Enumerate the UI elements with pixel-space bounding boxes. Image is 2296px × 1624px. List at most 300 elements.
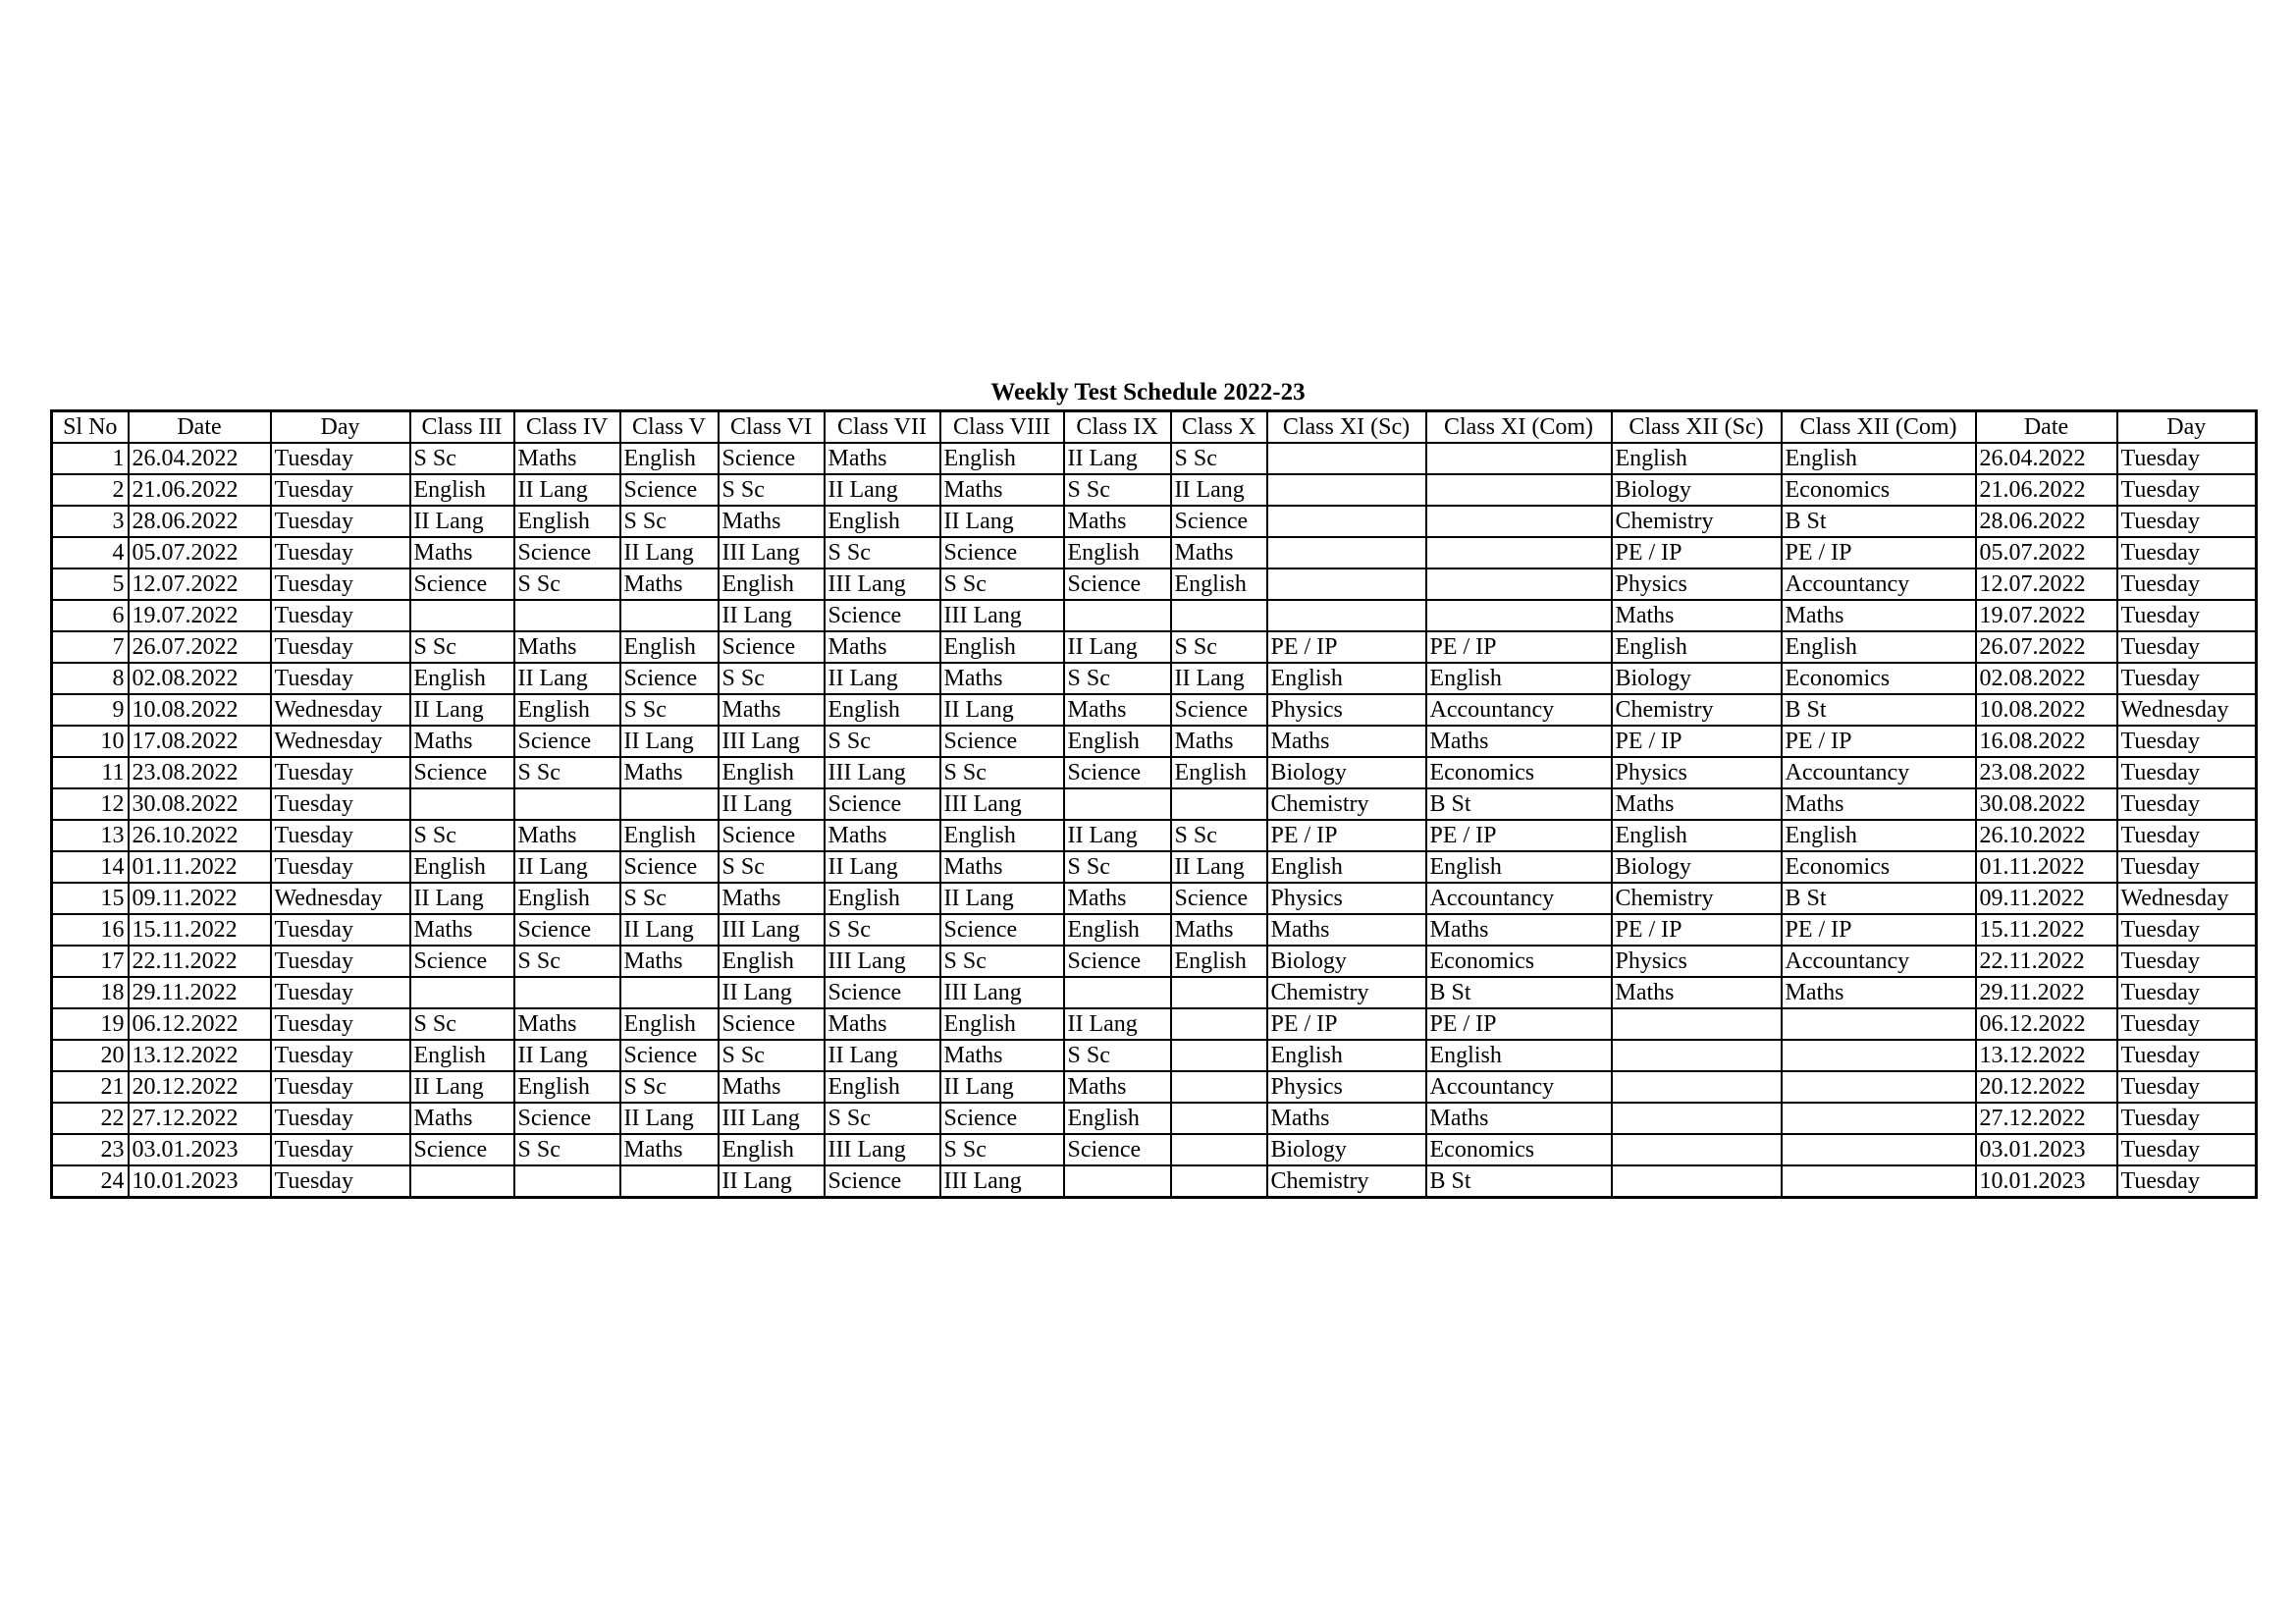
- table-cell: Tuesday: [271, 820, 410, 851]
- table-cell: Science: [1171, 694, 1267, 726]
- table-cell: [1267, 568, 1426, 600]
- table-cell: Tuesday: [271, 1008, 410, 1040]
- table-cell: Maths: [514, 1008, 620, 1040]
- table-cell: 28.06.2022: [1976, 506, 2117, 537]
- table-cell: Maths: [410, 1103, 514, 1134]
- table-cell: Biology: [1267, 946, 1426, 977]
- table-row: [52, 537, 2257, 568]
- table-cell: [410, 1165, 514, 1198]
- table-cell: 03.01.2023: [129, 1134, 271, 1165]
- table-cell: English: [1782, 631, 1976, 663]
- table-cell: II Lang: [1171, 663, 1267, 694]
- table-row: [52, 1071, 2257, 1103]
- table-cell: Chemistry: [1612, 506, 1782, 537]
- table-cell: Maths: [940, 1040, 1064, 1071]
- table-cell: [1171, 1040, 1267, 1071]
- table-cell: [1426, 506, 1612, 537]
- table-cell: [1782, 1103, 1976, 1134]
- table-cell: Tuesday: [271, 977, 410, 1008]
- table-cell: 02.08.2022: [129, 663, 271, 694]
- table-cell: Tuesday: [2117, 977, 2257, 1008]
- table-cell: English: [410, 474, 514, 506]
- table-cell: Science: [940, 537, 1064, 568]
- table-cell: III Lang: [825, 757, 940, 788]
- column-header: Class XII (Com): [1782, 411, 1976, 444]
- table-cell: English: [620, 1008, 719, 1040]
- table-cell: Science: [514, 1103, 620, 1134]
- table-cell: S Sc: [825, 1103, 940, 1134]
- table-cell: 26.04.2022: [1976, 443, 2117, 474]
- table-cell: English: [1171, 757, 1267, 788]
- table-cell: 15.11.2022: [129, 914, 271, 946]
- table-cell: S Sc: [940, 946, 1064, 977]
- table-cell: English: [514, 1071, 620, 1103]
- table-cell: PE / IP: [1782, 726, 1976, 757]
- column-header: Class XI (Com): [1426, 411, 1612, 444]
- table-cell: [1171, 1071, 1267, 1103]
- table-cell: Science: [410, 1134, 514, 1165]
- table-cell: Science: [1171, 883, 1267, 914]
- table-cell: S Sc: [825, 537, 940, 568]
- table-cell: S Sc: [620, 1071, 719, 1103]
- table-cell: Maths: [1267, 914, 1426, 946]
- table-cell: Maths: [1782, 977, 1976, 1008]
- table-cell: II Lang: [410, 883, 514, 914]
- table-cell: English: [1267, 1040, 1426, 1071]
- table-cell: Maths: [1426, 914, 1612, 946]
- table-cell: Maths: [825, 443, 940, 474]
- table-cell: [514, 977, 620, 1008]
- table-cell: Tuesday: [271, 946, 410, 977]
- table-cell: 02.08.2022: [1976, 663, 2117, 694]
- table-row: [52, 914, 2257, 946]
- table-cell: [1171, 1165, 1267, 1198]
- table-cell: English: [940, 1008, 1064, 1040]
- table-cell: III Lang: [719, 537, 825, 568]
- table-cell: Tuesday: [2117, 568, 2257, 600]
- table-row: [52, 506, 2257, 537]
- table-cell: Accountancy: [1782, 757, 1976, 788]
- table-cell: [620, 977, 719, 1008]
- table-cell: II Lang: [719, 977, 825, 1008]
- table-cell: Maths: [1782, 788, 1976, 820]
- serial-number-cell: 19: [52, 1008, 129, 1040]
- table-cell: S Sc: [940, 757, 1064, 788]
- table-cell: Biology: [1612, 474, 1782, 506]
- table-cell: English: [1171, 946, 1267, 977]
- table-cell: II Lang: [940, 506, 1064, 537]
- table-cell: II Lang: [1171, 851, 1267, 883]
- table-cell: Tuesday: [271, 631, 410, 663]
- table-cell: [1171, 788, 1267, 820]
- table-cell: Tuesday: [271, 1103, 410, 1134]
- table-cell: Science: [825, 977, 940, 1008]
- table-cell: Tuesday: [2117, 1165, 2257, 1198]
- serial-number-cell: 3: [52, 506, 129, 537]
- table-cell: Tuesday: [2117, 788, 2257, 820]
- table-cell: Wednesday: [2117, 883, 2257, 914]
- table-cell: 26.07.2022: [1976, 631, 2117, 663]
- table-cell: Maths: [620, 757, 719, 788]
- table-cell: [1426, 474, 1612, 506]
- table-cell: Tuesday: [2117, 443, 2257, 474]
- table-cell: Chemistry: [1612, 883, 1782, 914]
- table-cell: Science: [825, 600, 940, 631]
- table-cell: English: [1267, 851, 1426, 883]
- table-cell: English: [1782, 820, 1976, 851]
- serial-number-cell: 10: [52, 726, 129, 757]
- table-cell: Tuesday: [2117, 726, 2257, 757]
- table-cell: Maths: [940, 663, 1064, 694]
- serial-number-cell: 16: [52, 914, 129, 946]
- table-cell: 19.07.2022: [129, 600, 271, 631]
- column-header: Date: [1976, 411, 2117, 444]
- table-cell: Tuesday: [271, 914, 410, 946]
- table-cell: S Sc: [410, 443, 514, 474]
- page-title: Weekly Test Schedule 2022-23: [990, 379, 1306, 406]
- serial-number-cell: 8: [52, 663, 129, 694]
- table-cell: 21.06.2022: [1976, 474, 2117, 506]
- table-cell: II Lang: [620, 726, 719, 757]
- table-cell: S Sc: [825, 914, 940, 946]
- table-cell: English: [1612, 631, 1782, 663]
- table-cell: II Lang: [1064, 631, 1171, 663]
- table-cell: S Sc: [719, 851, 825, 883]
- table-cell: [1782, 1134, 1976, 1165]
- serial-number-cell: 2: [52, 474, 129, 506]
- table-cell: Economics: [1426, 757, 1612, 788]
- table-cell: [1782, 1008, 1976, 1040]
- table-cell: Science: [514, 726, 620, 757]
- table-cell: English: [1267, 663, 1426, 694]
- table-cell: II Lang: [825, 851, 940, 883]
- table-cell: 19.07.2022: [1976, 600, 2117, 631]
- table-cell: Wednesday: [271, 726, 410, 757]
- table-cell: Maths: [1064, 883, 1171, 914]
- table-cell: English: [940, 631, 1064, 663]
- column-header: Class IV: [514, 411, 620, 444]
- table-row: [52, 694, 2257, 726]
- table-cell: 29.11.2022: [129, 977, 271, 1008]
- table-cell: Science: [620, 663, 719, 694]
- table-cell: Science: [1064, 1134, 1171, 1165]
- table-cell: [1171, 977, 1267, 1008]
- table-cell: Tuesday: [271, 600, 410, 631]
- table-cell: English: [514, 883, 620, 914]
- table-cell: 12.07.2022: [129, 568, 271, 600]
- table-cell: Maths: [1426, 1103, 1612, 1134]
- table-cell: English: [620, 631, 719, 663]
- table-cell: [620, 788, 719, 820]
- serial-number-cell: 20: [52, 1040, 129, 1071]
- table-body: [52, 443, 2257, 1198]
- table-cell: II Lang: [514, 663, 620, 694]
- table-cell: Maths: [1612, 600, 1782, 631]
- table-row: [52, 1040, 2257, 1071]
- table-cell: III Lang: [940, 1165, 1064, 1198]
- table-cell: II Lang: [410, 506, 514, 537]
- table-cell: [1612, 1071, 1782, 1103]
- table-cell: [1426, 537, 1612, 568]
- table-cell: English: [1426, 663, 1612, 694]
- table-cell: Accountancy: [1782, 946, 1976, 977]
- table-cell: Science: [719, 443, 825, 474]
- table-cell: Science: [410, 946, 514, 977]
- table-cell: II Lang: [514, 474, 620, 506]
- table-cell: S Sc: [1171, 820, 1267, 851]
- table-cell: Maths: [410, 914, 514, 946]
- table-cell: [1171, 1103, 1267, 1134]
- table-cell: [410, 600, 514, 631]
- table-cell: 05.07.2022: [129, 537, 271, 568]
- table-cell: B St: [1426, 1165, 1612, 1198]
- table-cell: Wednesday: [271, 694, 410, 726]
- table-cell: PE / IP: [1612, 914, 1782, 946]
- table-cell: S Sc: [1171, 631, 1267, 663]
- table-cell: 26.10.2022: [129, 820, 271, 851]
- column-header: Class X: [1171, 411, 1267, 444]
- table-cell: [1267, 474, 1426, 506]
- table-row: [52, 1103, 2257, 1134]
- table-cell: English: [940, 820, 1064, 851]
- table-cell: S Sc: [514, 568, 620, 600]
- table-row: [52, 474, 2257, 506]
- table-cell: 15.11.2022: [1976, 914, 2117, 946]
- table-cell: S Sc: [514, 946, 620, 977]
- table-cell: Science: [719, 820, 825, 851]
- table-cell: Biology: [1267, 1134, 1426, 1165]
- table-cell: Science: [940, 1103, 1064, 1134]
- table-cell: Tuesday: [2117, 820, 2257, 851]
- table-cell: 10.08.2022: [129, 694, 271, 726]
- table-cell: English: [825, 506, 940, 537]
- schedule-table: [50, 409, 2258, 1199]
- table-cell: Tuesday: [2117, 757, 2257, 788]
- table-cell: Science: [825, 1165, 940, 1198]
- table-cell: 01.11.2022: [129, 851, 271, 883]
- table-cell: II Lang: [1064, 443, 1171, 474]
- table-cell: Physics: [1612, 946, 1782, 977]
- serial-number-cell: 5: [52, 568, 129, 600]
- table-cell: Maths: [825, 1008, 940, 1040]
- table-cell: Science: [410, 568, 514, 600]
- table-cell: English: [514, 506, 620, 537]
- table-cell: English: [1782, 443, 1976, 474]
- table-cell: III Lang: [940, 788, 1064, 820]
- table-cell: Tuesday: [271, 1071, 410, 1103]
- table-row: [52, 663, 2257, 694]
- table-cell: Physics: [1267, 694, 1426, 726]
- table-cell: Science: [719, 631, 825, 663]
- table-cell: [1171, 1134, 1267, 1165]
- table-cell: [620, 600, 719, 631]
- table-cell: B St: [1426, 788, 1612, 820]
- table-cell: [1612, 1040, 1782, 1071]
- table-cell: Maths: [620, 1134, 719, 1165]
- table-cell: S Sc: [719, 663, 825, 694]
- table-cell: Physics: [1612, 568, 1782, 600]
- table-cell: B St: [1782, 694, 1976, 726]
- table-cell: Tuesday: [2117, 851, 2257, 883]
- table-cell: [1782, 1165, 1976, 1198]
- column-header: Class XII (Sc): [1612, 411, 1782, 444]
- table-cell: English: [1064, 914, 1171, 946]
- table-cell: Maths: [410, 726, 514, 757]
- table-cell: Science: [620, 851, 719, 883]
- table-cell: II Lang: [1064, 820, 1171, 851]
- table-cell: Tuesday: [2117, 631, 2257, 663]
- table-cell: III Lang: [825, 568, 940, 600]
- serial-number-cell: 12: [52, 788, 129, 820]
- table-cell: Tuesday: [271, 788, 410, 820]
- table-cell: [1267, 600, 1426, 631]
- table-cell: II Lang: [940, 883, 1064, 914]
- table-cell: PE / IP: [1426, 1008, 1612, 1040]
- table-cell: [1171, 600, 1267, 631]
- column-header: Day: [2117, 411, 2257, 444]
- table-cell: S Sc: [410, 631, 514, 663]
- table-cell: III Lang: [825, 1134, 940, 1165]
- table-cell: Economics: [1782, 663, 1976, 694]
- table-row: [52, 600, 2257, 631]
- table-cell: Science: [1064, 946, 1171, 977]
- table-cell: 30.08.2022: [1976, 788, 2117, 820]
- table-cell: Chemistry: [1267, 977, 1426, 1008]
- table-cell: 13.12.2022: [1976, 1040, 2117, 1071]
- table-cell: Chemistry: [1267, 788, 1426, 820]
- table-cell: Tuesday: [271, 568, 410, 600]
- table-cell: S Sc: [1064, 663, 1171, 694]
- table-cell: Tuesday: [271, 1040, 410, 1071]
- table-cell: Maths: [719, 506, 825, 537]
- table-cell: Maths: [1064, 506, 1171, 537]
- table-cell: English: [825, 694, 940, 726]
- table-cell: Maths: [1426, 726, 1612, 757]
- column-header: Sl No: [52, 411, 129, 444]
- table-cell: S Sc: [940, 1134, 1064, 1165]
- table-cell: 20.12.2022: [129, 1071, 271, 1103]
- table-cell: Tuesday: [271, 443, 410, 474]
- table-cell: S Sc: [620, 883, 719, 914]
- serial-number-cell: 6: [52, 600, 129, 631]
- table-cell: S Sc: [410, 820, 514, 851]
- table-cell: Maths: [1064, 694, 1171, 726]
- table-cell: Biology: [1612, 851, 1782, 883]
- table-cell: S Sc: [410, 1008, 514, 1040]
- table-cell: English: [825, 883, 940, 914]
- table-cell: [1426, 600, 1612, 631]
- table-cell: 28.06.2022: [129, 506, 271, 537]
- table-cell: II Lang: [1064, 1008, 1171, 1040]
- table-cell: [1064, 1165, 1171, 1198]
- table-cell: III Lang: [719, 1103, 825, 1134]
- table-cell: II Lang: [620, 1103, 719, 1134]
- table-cell: Science: [514, 537, 620, 568]
- table-cell: English: [1064, 537, 1171, 568]
- table-cell: Accountancy: [1426, 883, 1612, 914]
- table-cell: English: [1426, 1040, 1612, 1071]
- table-cell: Maths: [719, 694, 825, 726]
- table-cell: Maths: [514, 443, 620, 474]
- table-cell: Maths: [1171, 537, 1267, 568]
- table-cell: Tuesday: [2117, 1103, 2257, 1134]
- table-cell: PE / IP: [1267, 1008, 1426, 1040]
- table-cell: 10.01.2023: [129, 1165, 271, 1198]
- table-cell: English: [1426, 851, 1612, 883]
- table-cell: Tuesday: [2117, 1071, 2257, 1103]
- table-cell: 29.11.2022: [1976, 977, 2117, 1008]
- table-cell: Maths: [1267, 726, 1426, 757]
- table-cell: Tuesday: [2117, 600, 2257, 631]
- table-cell: Science: [940, 914, 1064, 946]
- serial-number-cell: 18: [52, 977, 129, 1008]
- table-cell: [1267, 537, 1426, 568]
- table-cell: Science: [620, 1040, 719, 1071]
- table-cell: II Lang: [825, 474, 940, 506]
- column-header: Class III: [410, 411, 514, 444]
- table-cell: Science: [620, 474, 719, 506]
- table-cell: II Lang: [410, 694, 514, 726]
- table-cell: [1426, 568, 1612, 600]
- table-cell: English: [514, 694, 620, 726]
- table-cell: 22.11.2022: [129, 946, 271, 977]
- header-row: [52, 411, 2257, 444]
- table-row: [52, 946, 2257, 977]
- table-cell: Science: [410, 757, 514, 788]
- table-cell: Tuesday: [271, 537, 410, 568]
- table-cell: II Lang: [514, 851, 620, 883]
- table-cell: Economics: [1426, 1134, 1612, 1165]
- table-cell: 17.08.2022: [129, 726, 271, 757]
- table-cell: Tuesday: [2117, 946, 2257, 977]
- table-cell: 01.11.2022: [1976, 851, 2117, 883]
- table-cell: PE / IP: [1426, 631, 1612, 663]
- table-cell: Tuesday: [271, 506, 410, 537]
- table-row: [52, 1134, 2257, 1165]
- table-cell: 16.08.2022: [1976, 726, 2117, 757]
- table-cell: S Sc: [620, 506, 719, 537]
- table-cell: Chemistry: [1267, 1165, 1426, 1198]
- serial-number-cell: 22: [52, 1103, 129, 1134]
- table-row: [52, 851, 2257, 883]
- table-cell: III Lang: [825, 946, 940, 977]
- table-cell: S Sc: [1171, 443, 1267, 474]
- table-cell: Physics: [1612, 757, 1782, 788]
- serial-number-cell: 1: [52, 443, 129, 474]
- table-row: [52, 820, 2257, 851]
- table-cell: Science: [1064, 757, 1171, 788]
- table-cell: English: [825, 1071, 940, 1103]
- table-row: [52, 631, 2257, 663]
- table-cell: S Sc: [940, 568, 1064, 600]
- table-cell: S Sc: [1064, 1040, 1171, 1071]
- table-cell: Science: [719, 1008, 825, 1040]
- table-cell: 13.12.2022: [129, 1040, 271, 1071]
- table-cell: Tuesday: [2117, 663, 2257, 694]
- table-cell: II Lang: [825, 663, 940, 694]
- table-cell: Science: [1171, 506, 1267, 537]
- table-cell: Maths: [514, 631, 620, 663]
- table-cell: 23.08.2022: [129, 757, 271, 788]
- table-row: [52, 757, 2257, 788]
- table-cell: 26.10.2022: [1976, 820, 2117, 851]
- table-cell: S Sc: [1064, 851, 1171, 883]
- column-header: Date: [129, 411, 271, 444]
- table-cell: S Sc: [514, 757, 620, 788]
- table-cell: Wednesday: [271, 883, 410, 914]
- serial-number-cell: 14: [52, 851, 129, 883]
- table-cell: [1612, 1008, 1782, 1040]
